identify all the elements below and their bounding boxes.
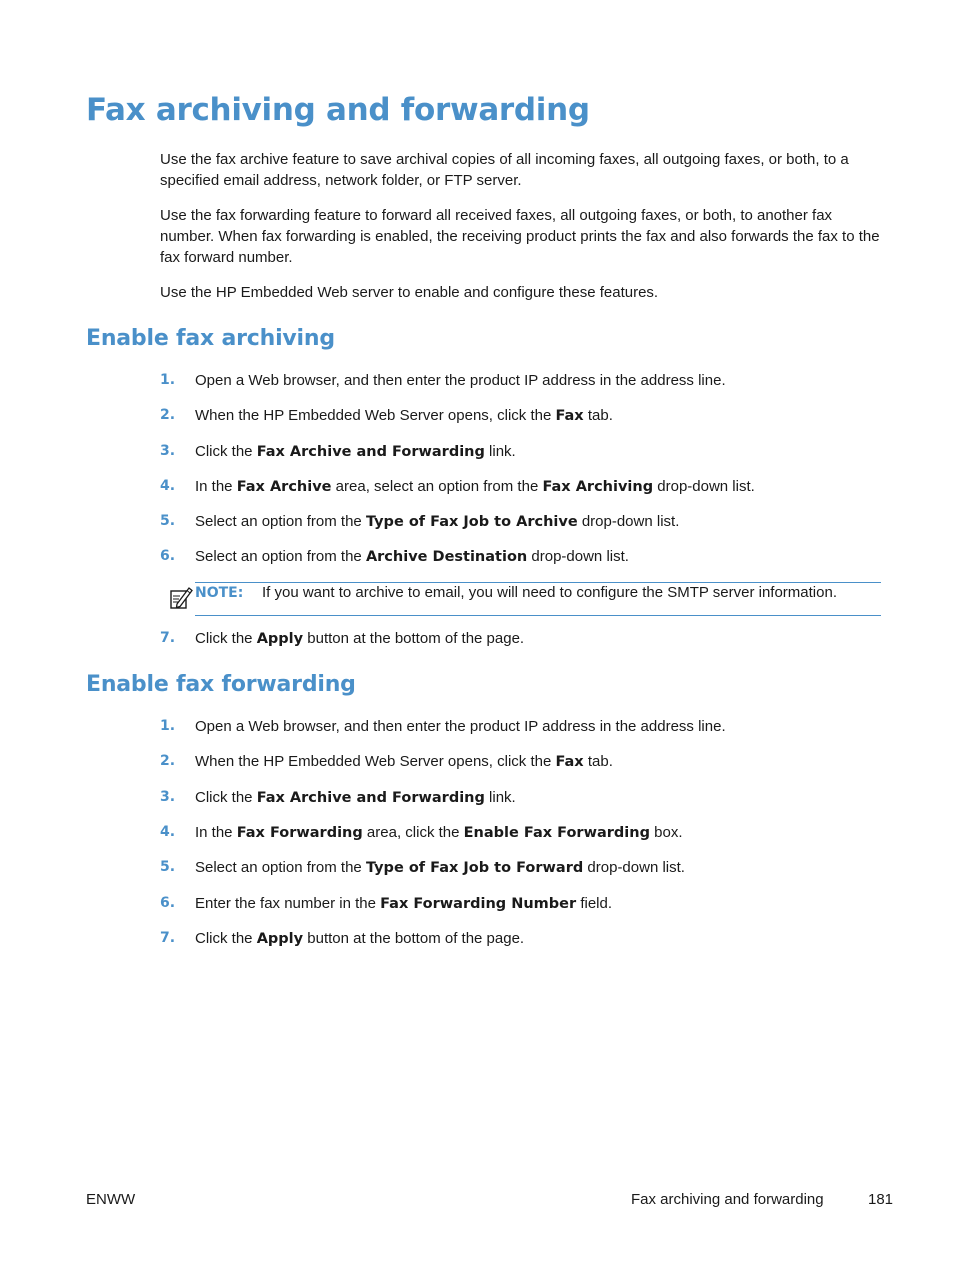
step-number: 6. (160, 548, 176, 564)
ui-term: Enable Fax Forwarding (463, 825, 650, 841)
step-item (160, 928, 882, 949)
step-item (160, 405, 882, 426)
step-text-fragment: link. (484, 789, 516, 806)
step-item (160, 751, 882, 772)
step-number: 3. (160, 443, 176, 459)
step-text-fragment: tab. (583, 407, 613, 424)
ui-term: Fax (555, 408, 584, 424)
step-text-fragment: drop-down list. (577, 513, 680, 530)
step-text-fragment: drop-down list. (653, 478, 755, 495)
step-text (195, 511, 679, 533)
intro-paragraph-forwarding: Use the fax forwarding feature to forward all received faxes, all outgoing faxes, or both, to another fax number. When fax forwarding is enabled, the receiving product prints the fax and also forwards the fax to the fax forward number. (160, 207, 880, 266)
step-number: 1. (160, 718, 176, 734)
step-text-fragment: box. (649, 824, 683, 841)
intro-paragraph-archive: Use the fax archive feature to save archival copies of all incoming faxes, all outgoing faxes, or both, to a specified email address, network folder, or FTP server. (160, 151, 849, 189)
step-text-fragment: Click the (195, 443, 257, 460)
step-item (160, 441, 882, 462)
step-text-fragment: drop-down list. (583, 859, 685, 876)
step-item (160, 857, 882, 878)
step-item (160, 476, 882, 497)
footer-left: ENWW (86, 1191, 136, 1208)
step-text-fragment: When the HP Embedded Web Server opens, click the (195, 753, 556, 770)
step-text-fragment: button at the bottom of the page. (303, 630, 525, 647)
step-text-fragment: In the (195, 824, 237, 841)
ui-term: Type of Fax Job to Archive (365, 514, 578, 530)
page-title: Fax archiving and forwarding (86, 92, 590, 128)
step-text-fragment: When the HP Embedded Web Server opens, click the (195, 407, 556, 424)
ui-term: Fax (555, 754, 584, 770)
section-title-forwarding: Enable fax forwarding (86, 672, 356, 697)
ui-term: Fax Archive and Forwarding (256, 444, 485, 460)
note-box (195, 582, 881, 616)
step-text-fragment: Click the (195, 630, 257, 647)
ui-term: Archive Destination (365, 549, 528, 565)
step-item (160, 716, 882, 737)
step-text (195, 405, 613, 427)
step-text-fragment: button at the bottom of the page. (303, 930, 525, 947)
step-number: 4. (160, 824, 176, 840)
step-text-fragment: Open a Web browser, and then enter the product IP address in the address line. (195, 372, 726, 389)
step-number: 5. (160, 513, 176, 529)
step-text (195, 822, 683, 844)
step-number: 1. (160, 372, 176, 388)
ui-term: Fax Forwarding Number (380, 896, 577, 912)
note-label: NOTE: (195, 585, 244, 601)
note-text: If you want to archive to email, you will need to configure the SMTP server information. (262, 584, 837, 601)
step-item (160, 511, 882, 532)
step-text-fragment: area, click the (362, 824, 464, 841)
footer-page-number: 181 (868, 1191, 894, 1208)
step-number: 2. (160, 753, 176, 769)
step-item (160, 787, 882, 808)
step-number: 3. (160, 789, 176, 805)
step-text-fragment: area, select an option from the (331, 478, 543, 495)
step-text (195, 370, 726, 391)
step-text-fragment: Click the (195, 789, 257, 806)
step-number: 7. (160, 930, 176, 946)
ui-term: Apply (256, 631, 304, 647)
step-text-fragment: Enter the fax number in the (195, 895, 381, 912)
ui-term: Fax Forwarding (236, 825, 363, 841)
step-number: 5. (160, 859, 176, 875)
step-text-fragment: In the (195, 478, 237, 495)
step-item (160, 822, 882, 843)
step-text-fragment: Select an option from the (195, 513, 366, 530)
step-text (195, 476, 755, 498)
step-text (195, 546, 629, 568)
step-text-fragment: Select an option from the (195, 548, 366, 565)
ui-term: Fax Archive (236, 479, 332, 495)
step-item (160, 628, 882, 649)
step-text (195, 857, 685, 879)
ui-term: Apply (256, 931, 304, 947)
ui-term: Type of Fax Job to Forward (365, 860, 584, 876)
step-text (195, 893, 612, 915)
step-text (195, 716, 726, 737)
step-text (195, 751, 613, 773)
step-number: 4. (160, 478, 176, 494)
step-text (195, 787, 516, 809)
step-text-fragment: Select an option from the (195, 859, 366, 876)
ui-term: Fax Archiving (542, 479, 654, 495)
step-number: 2. (160, 407, 176, 423)
step-text (195, 441, 516, 463)
step-text-fragment: tab. (583, 753, 613, 770)
note-pencil-icon (169, 585, 193, 616)
step-text-fragment: field. (576, 895, 613, 912)
step-text-fragment: drop-down list. (527, 548, 629, 565)
step-item (160, 893, 882, 914)
step-item (160, 546, 882, 567)
step-text-fragment: Click the (195, 930, 257, 947)
step-item (160, 370, 882, 391)
intro-paragraph-ews: Use the HP Embedded Web server to enable and configure these features. (160, 284, 659, 301)
step-text (195, 928, 524, 950)
step-number: 6. (160, 895, 176, 911)
step-number: 7. (160, 630, 176, 646)
step-text (195, 628, 524, 650)
step-text-fragment: Open a Web browser, and then enter the product IP address in the address line. (195, 718, 726, 735)
ui-term: Fax Archive and Forwarding (256, 790, 485, 806)
section-title-archiving: Enable fax archiving (86, 326, 335, 351)
footer-section-title: Fax archiving and forwarding (631, 1191, 824, 1208)
step-text-fragment: link. (484, 443, 516, 460)
